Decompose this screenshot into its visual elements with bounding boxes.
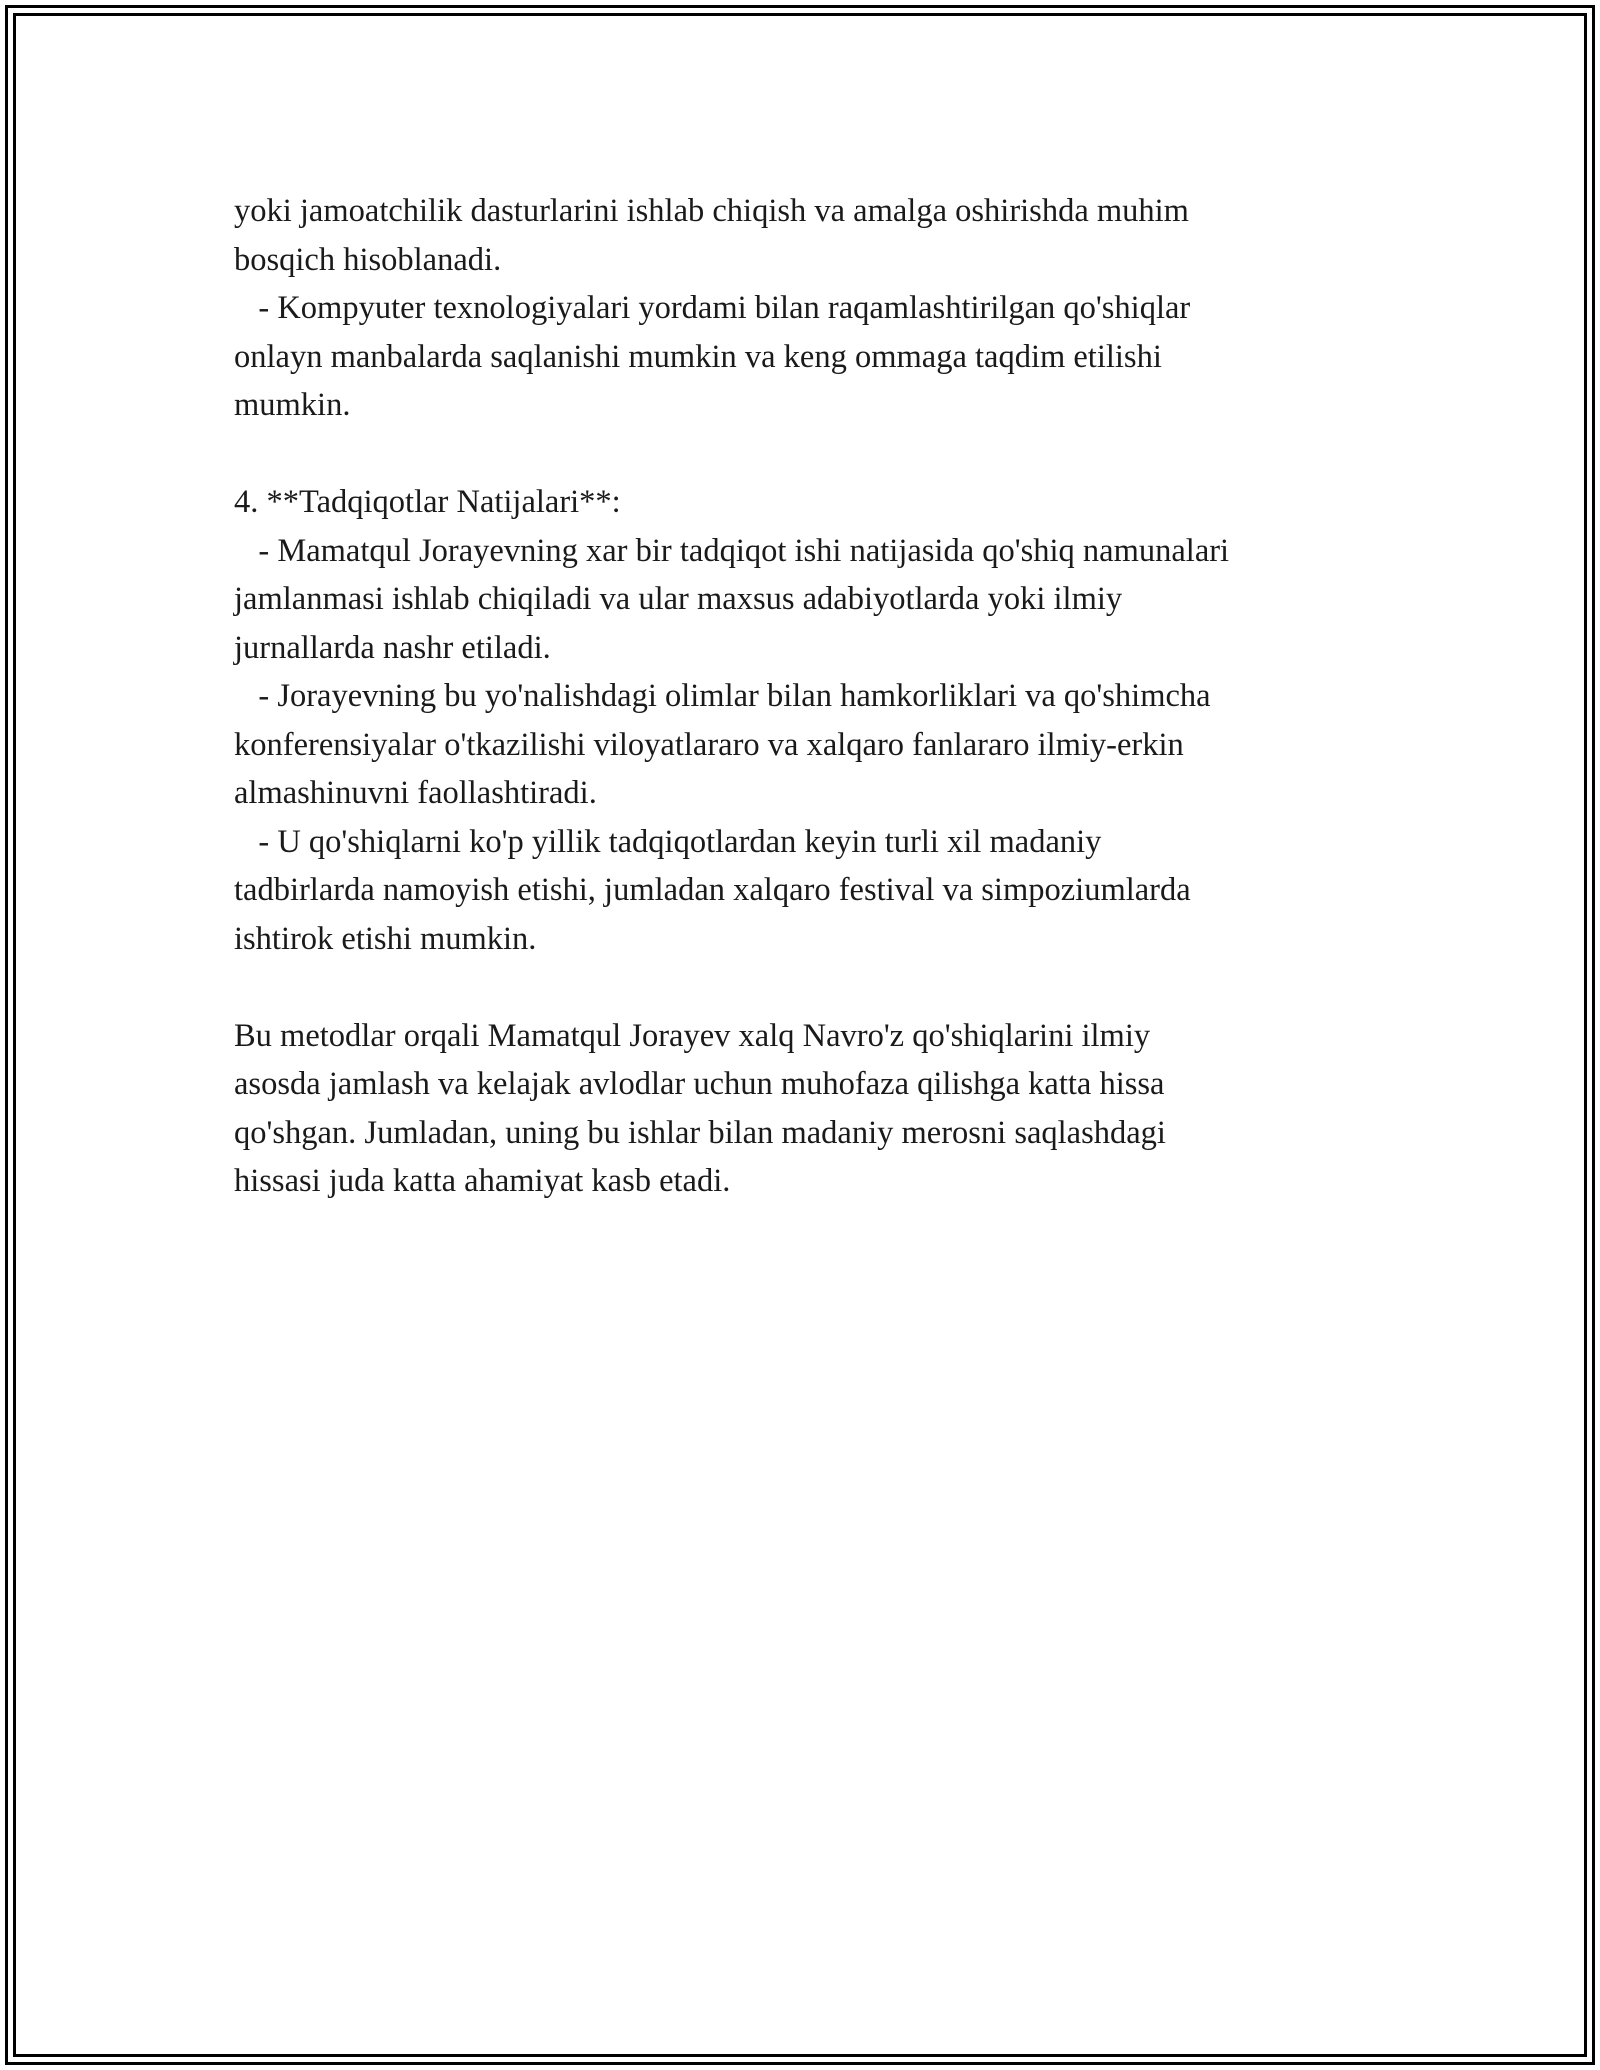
text-line: yoki jamoatchilik dasturlarini ishlab chiqish va amalga oshirishda muhim bbox=[234, 193, 1189, 229]
text-line: jamlanmasi ishlab chiqiladi va ular maxsus adabiyotlarda yoki ilmiy bbox=[234, 581, 1123, 617]
text-line: onlayn manbalarda saqlanishi mumkin va keng ommaga taqdim etilishi bbox=[234, 338, 1162, 375]
list-item-line: - Mamatqul Jorayevning xar bir tadqiqot ishi natijasida qo'shiq namunalari bbox=[234, 532, 1230, 569]
conclusion-line: qo'shgan. Jumladan, uning bu ishlar bilan madaniy merosni saqlashdagi bbox=[234, 1114, 1166, 1151]
text-line: konferensiyalar o'tkazilishi viloyatlararo va xalqaro fanlararo ilmiy-erkin bbox=[234, 726, 1184, 763]
list-item-line: - Kompyuter texnologiyalari yordami bilan raqamlashtirilgan qo'shiqlar bbox=[234, 290, 1191, 326]
document-body bbox=[234, 187, 1384, 1206]
conclusion-line: Bu metodlar orqali Mamatqul Jorayev xalq Navro'z qo'shiqlarini ilmiy bbox=[234, 1017, 1151, 1054]
text-line: almashinuvni faollashtiradi. bbox=[234, 775, 597, 811]
section-heading: 4. **Tadqiqotlar Natijalari**: bbox=[234, 484, 621, 520]
list-item-line: - U qo'shiqlarni ko'p yillik tadqiqotlardan keyin turli xil madaniy bbox=[234, 823, 1102, 860]
text-line: mumkin. bbox=[234, 387, 351, 423]
list-item-line: - Jorayevning bu yo'nalishdagi olimlar bilan hamkorliklari va qo'shimcha bbox=[234, 678, 1211, 714]
paragraph-gap bbox=[234, 963, 1384, 1012]
conclusion-line: asosda jamlash va kelajak avlodlar uchun muhofaza qilishga katta hissa bbox=[234, 1066, 1165, 1102]
text-line: tadbirlarda namoyish etishi, jumladan xalqaro festival va simpoziumlarda bbox=[234, 872, 1191, 908]
text-line: bosqich hisoblanadi. bbox=[234, 241, 502, 278]
paragraph-gap bbox=[234, 430, 1384, 479]
text-line: ishtirok etishi mumkin. bbox=[234, 920, 537, 957]
conclusion-line: hissasi juda katta ahamiyat kasb etadi. bbox=[234, 1163, 731, 1199]
text-line: jurnallarda nashr etiladi. bbox=[234, 629, 551, 666]
